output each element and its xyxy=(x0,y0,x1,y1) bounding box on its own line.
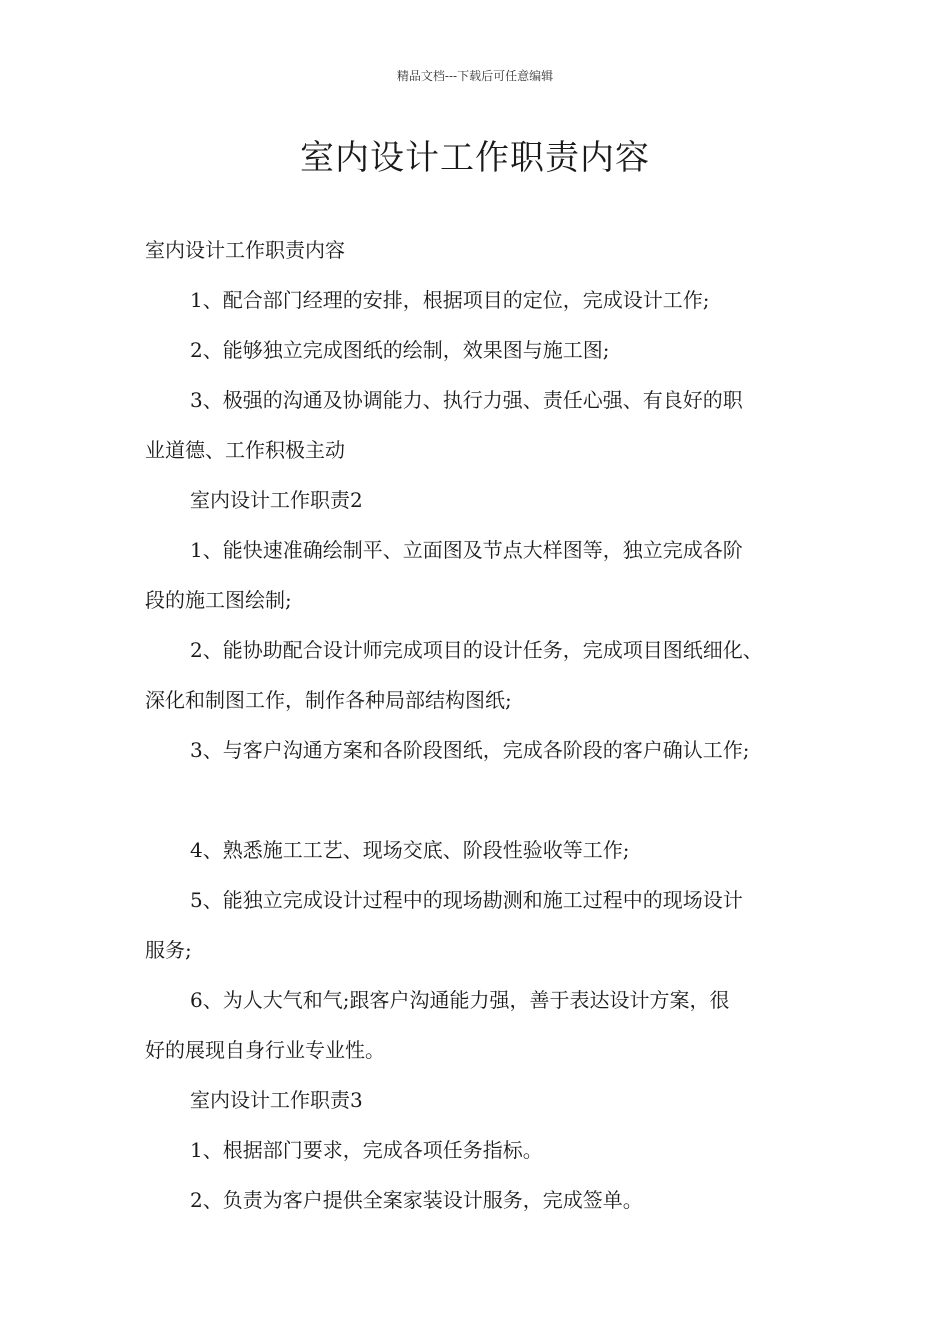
paragraph-line: 1、能快速准确绘制平、立面图及节点大样图等，独立完成各阶 xyxy=(190,538,743,562)
section-heading: 室内设计工作职责内容 xyxy=(145,238,345,262)
blank-line xyxy=(145,782,825,832)
paragraph-line: 2、能协助配合设计师完成项目的设计任务，完成项目图纸细化、 xyxy=(190,638,763,662)
paragraph-line: 1、配合部门经理的安排，根据项目的定位，完成设计工作; xyxy=(190,288,710,312)
section-heading: 室内设计工作职责3 xyxy=(190,1088,363,1112)
paragraph-line: 6、为人大气和气;跟客户沟通能力强，善于表达设计方案，很 xyxy=(190,988,730,1012)
paragraph-line: 深化和制图工作，制作各种局部结构图纸; xyxy=(145,688,512,712)
paragraph-line: 2、能够独立完成图纸的绘制，效果图与施工图; xyxy=(190,338,610,362)
page-header: 精品文档---下载后可任意编辑 xyxy=(396,69,554,83)
paragraph-line: 业道德、工作积极主动 xyxy=(145,438,345,462)
paragraph-line: 5、能独立完成设计过程中的现场勘测和施工过程中的现场设计 xyxy=(190,888,743,912)
paragraph-line: 好的展现自身行业专业性。 xyxy=(145,1038,385,1062)
document-body xyxy=(145,232,825,1232)
paragraph-line: 3、极强的沟通及协调能力、执行力强、责任心强、有良好的职 xyxy=(190,388,743,412)
paragraph-line: 服务; xyxy=(145,938,192,962)
paragraph-line: 2、负责为客户提供全案家装设计服务，完成签单。 xyxy=(190,1188,643,1212)
document-title: 室内设计工作职责内容 xyxy=(300,138,650,178)
paragraph-line: 1、根据部门要求，完成各项任务指标。 xyxy=(190,1138,543,1162)
paragraph-line: 3、与客户沟通方案和各阶段图纸，完成各阶段的客户确认工作; xyxy=(190,738,750,762)
paragraph-line: 段的施工图绘制; xyxy=(145,588,292,612)
paragraph-line: 4、熟悉施工工艺、现场交底、阶段性验收等工作; xyxy=(190,838,630,862)
section-heading: 室内设计工作职责2 xyxy=(190,488,363,512)
